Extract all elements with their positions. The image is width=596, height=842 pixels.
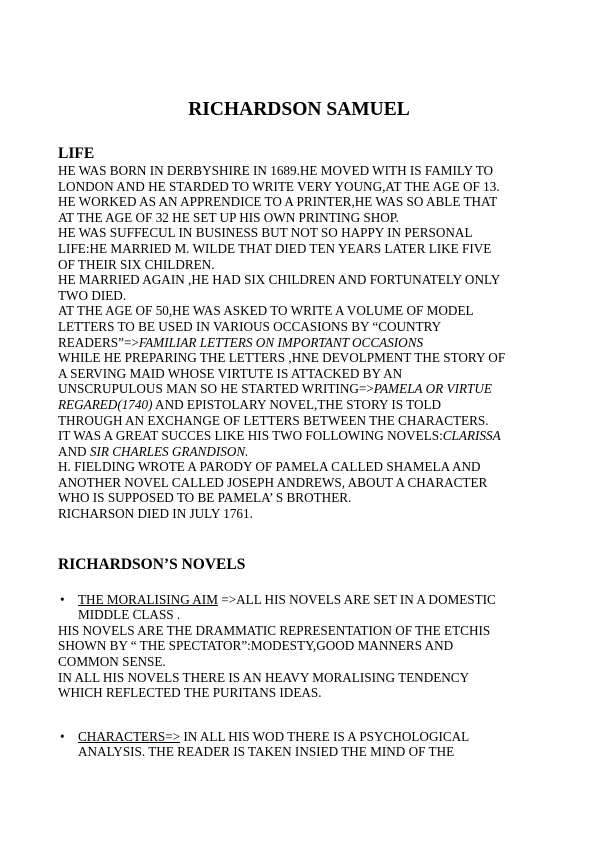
book-title-grandison: SIR CHARLES GRANDISON. xyxy=(89,443,249,459)
spacer xyxy=(58,522,540,556)
page-title: RICHARDSON SAMUEL xyxy=(188,99,410,120)
text-line xyxy=(58,381,540,397)
spacer xyxy=(58,701,540,729)
text-line: WHO IS SUPPOSED TO BE PAMELA’ S BROTHER. xyxy=(58,490,352,506)
text-line: AT THE AGE OF 32 HE SET UP HIS OWN PRINTING SHOP. xyxy=(58,209,399,225)
bullet-heading: CHARACTERS=> xyxy=(78,728,181,744)
book-title-pamela-year: REGARED(1740) xyxy=(58,396,153,412)
bullet-item-moralising-aim xyxy=(58,592,540,608)
text-line: TWO DIED. xyxy=(58,287,127,303)
text-line xyxy=(58,444,540,460)
text-line: LIFE:HE MARRIED M. WILDE THAT DIED TEN YEARS LATER LIKE FIVE xyxy=(58,240,492,256)
bullet-item-characters xyxy=(58,729,540,745)
text-line: H. FIELDING WROTE A PARODY OF PAMELA CALLED SHAMELA AND xyxy=(58,459,481,475)
text-line: SHOWN BY “ THE SPECTATOR”:MODESTY,GOOD MANNERS AND xyxy=(58,638,454,654)
book-title-familiar-letters: FAMILIAR LETTERS ON IMPORTANT OCCASIONS xyxy=(138,334,424,350)
text-line: RICHARSON DIED IN JULY 1761. xyxy=(58,506,253,522)
text-segment: AND xyxy=(58,443,90,459)
text-line xyxy=(58,428,540,444)
text-line: HE MARRIED AGAIN ,HE HAD SIX CHILDREN AND FORTUNATELY ONLY xyxy=(58,272,501,288)
text-line: HE WAS BORN IN DERBYSHIRE IN 1689.HE MOVED WITH IS FAMILY TO xyxy=(58,163,494,178)
bullet-heading: THE MORALISING AIM xyxy=(78,591,218,607)
bullet-icon: • xyxy=(60,591,65,607)
text-line: HIS NOVELS ARE THE DRAMMATIC REPRESENTATION OF THE ETCHIS xyxy=(58,622,491,638)
text-segment: AND EPISTOLARY NOVEL,THE STORY IS TOLD xyxy=(152,396,442,412)
spacer xyxy=(58,574,540,592)
text-line: HE WORKED AS AN APPRENDICE TO A PRINTER,HE WAS SO ABLE THAT xyxy=(58,194,498,210)
text-line: THROUGH AN EXCHANGE OF LETTERS BETWEEN THE CHARACTERS. xyxy=(58,412,489,428)
text-line: WHICH REFLECTED THE PURITANS IDEAS. xyxy=(58,685,322,701)
text-line: COMMON SENSE. xyxy=(58,654,166,670)
text-line: WHILE HE PREPARING THE LETTERS ,HNE DEVOLPMENT THE STORY OF xyxy=(58,350,506,366)
book-title-pamela: PAMELA OR VIRTUE xyxy=(373,381,492,397)
text-line: OF THEIR SIX CHILDREN. xyxy=(58,256,215,272)
life-section xyxy=(58,163,540,522)
novels-heading: RICHARDSON’S NOVELS xyxy=(58,555,246,573)
text-line: AT THE AGE OF 50,HE WAS ASKED TO WRITE A VOLUME OF MODEL xyxy=(58,303,474,319)
text-line: ANOTHER NOVEL CALLED JOSEPH ANDREWS, ABOUT A CHARACTER xyxy=(58,474,488,490)
text-line: A SERVING MAID WHOSE VIRTUTE IS ATTACKED BY AN xyxy=(58,365,403,381)
text-segment: UNSCRUPULOUS MAN SO HE STARTED WRITING=> xyxy=(58,381,374,397)
text-line xyxy=(58,397,540,413)
text-line: HE WAS SUFFECUL IN BUSINESS BUT NOT SO HAPPY IN PERSONAL xyxy=(58,225,473,241)
text-segment: READERS”=> xyxy=(58,334,139,350)
text-line: MIDDLE CLASS . xyxy=(78,607,181,623)
text-line: LETTERS TO BE USED IN VARIOUS OCCASIONS BY “COUNTRY xyxy=(58,318,442,334)
text-line: IN ALL HIS NOVELS THERE IS AN HEAVY MORALISING TENDENCY xyxy=(58,669,470,685)
text-line xyxy=(58,335,540,351)
life-heading: LIFE xyxy=(58,145,95,162)
book-title-clarissa: CLARISSA xyxy=(442,428,501,444)
bullet-icon: • xyxy=(60,728,65,744)
text-segment: IN ALL HIS WOD THERE IS A PSYCHOLOGICAL xyxy=(180,728,470,744)
text-segment: =>ALL HIS NOVELS ARE SET IN A DOMESTIC xyxy=(217,591,496,607)
text-segment: IT WAS A GREAT SUCCES LIKE HIS TWO FOLLOWING NOVELS: xyxy=(58,428,443,444)
text-line: LONDON AND HE STARDED TO WRITE VERY YOUNG,AT THE AGE OF 13. xyxy=(58,178,500,194)
text-line: ANALYSIS. THE READER IS TAKEN INSIED THE MIND OF THE xyxy=(78,744,455,760)
document-page xyxy=(58,98,540,760)
novels-section xyxy=(58,592,540,760)
